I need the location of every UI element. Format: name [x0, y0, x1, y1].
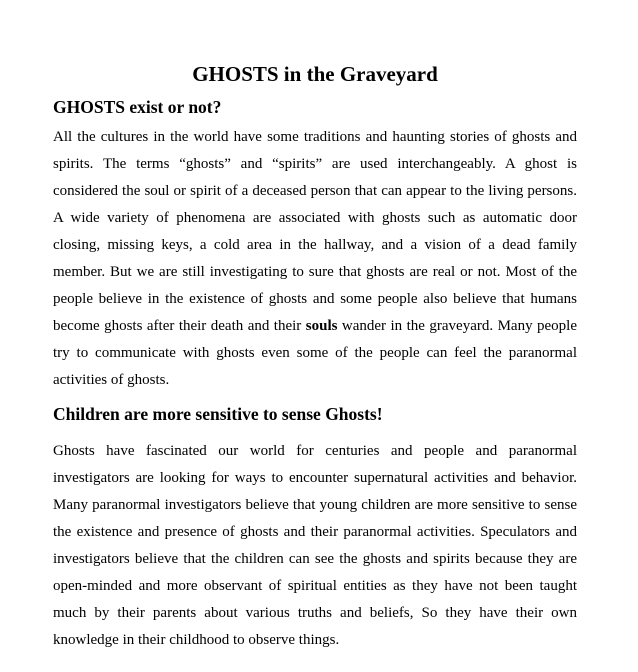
section-paragraph-ghosts-exist [53, 124, 577, 394]
section-paragraph-children-sensitive: Ghosts have fascinated our world for centuries and people and paranormal investigators are looking for ways to encounter supernatural activities and behavior. Many paranormal investigators believe that young children are more sensitive to sense the existence and presence of ghosts and their paranormal activities. Speculators and investigators believe that the children can see the ghosts and spirits because they are open-minded and more observant of spiritual entities as they have not been taught much by their parents about various truths and beliefs, So they have their own knowledge in their childhood to observe things. [53, 443, 577, 648]
paragraph-text-before-bold: All the cultures in the world have some traditions and haunting stories of ghosts and spirits. The terms “ghosts” and “spirits” are used interchangeably. A ghost is considered the soul or spirit of a deceased person that can appear to the living persons. A wide variety of phenomena are associated with ghosts such as automatic door closing, missing keys, a cold area in the hallway, and a vision of a dead family member. But we are still investigating to sure that ghosts are real or not. Most of the people believe in the existence of ghosts and some people also believe that humans become ghosts after their death and their [53, 129, 577, 334]
document-page [53, 58, 577, 654]
section-heading-children-sensitive: Children are more sensitive to sense Ghosts! [53, 404, 383, 424]
section-heading-ghosts-exist: GHOSTS exist or not? [53, 97, 222, 117]
paragraph-text-after-bold: wander in the graveyard. Many people try to communicate with ghosts even some of the people can feel the paranormal activities of ghosts. [53, 318, 578, 388]
bold-word-souls: souls [305, 318, 338, 334]
document-title: GHOSTS in the Graveyard [192, 62, 438, 86]
